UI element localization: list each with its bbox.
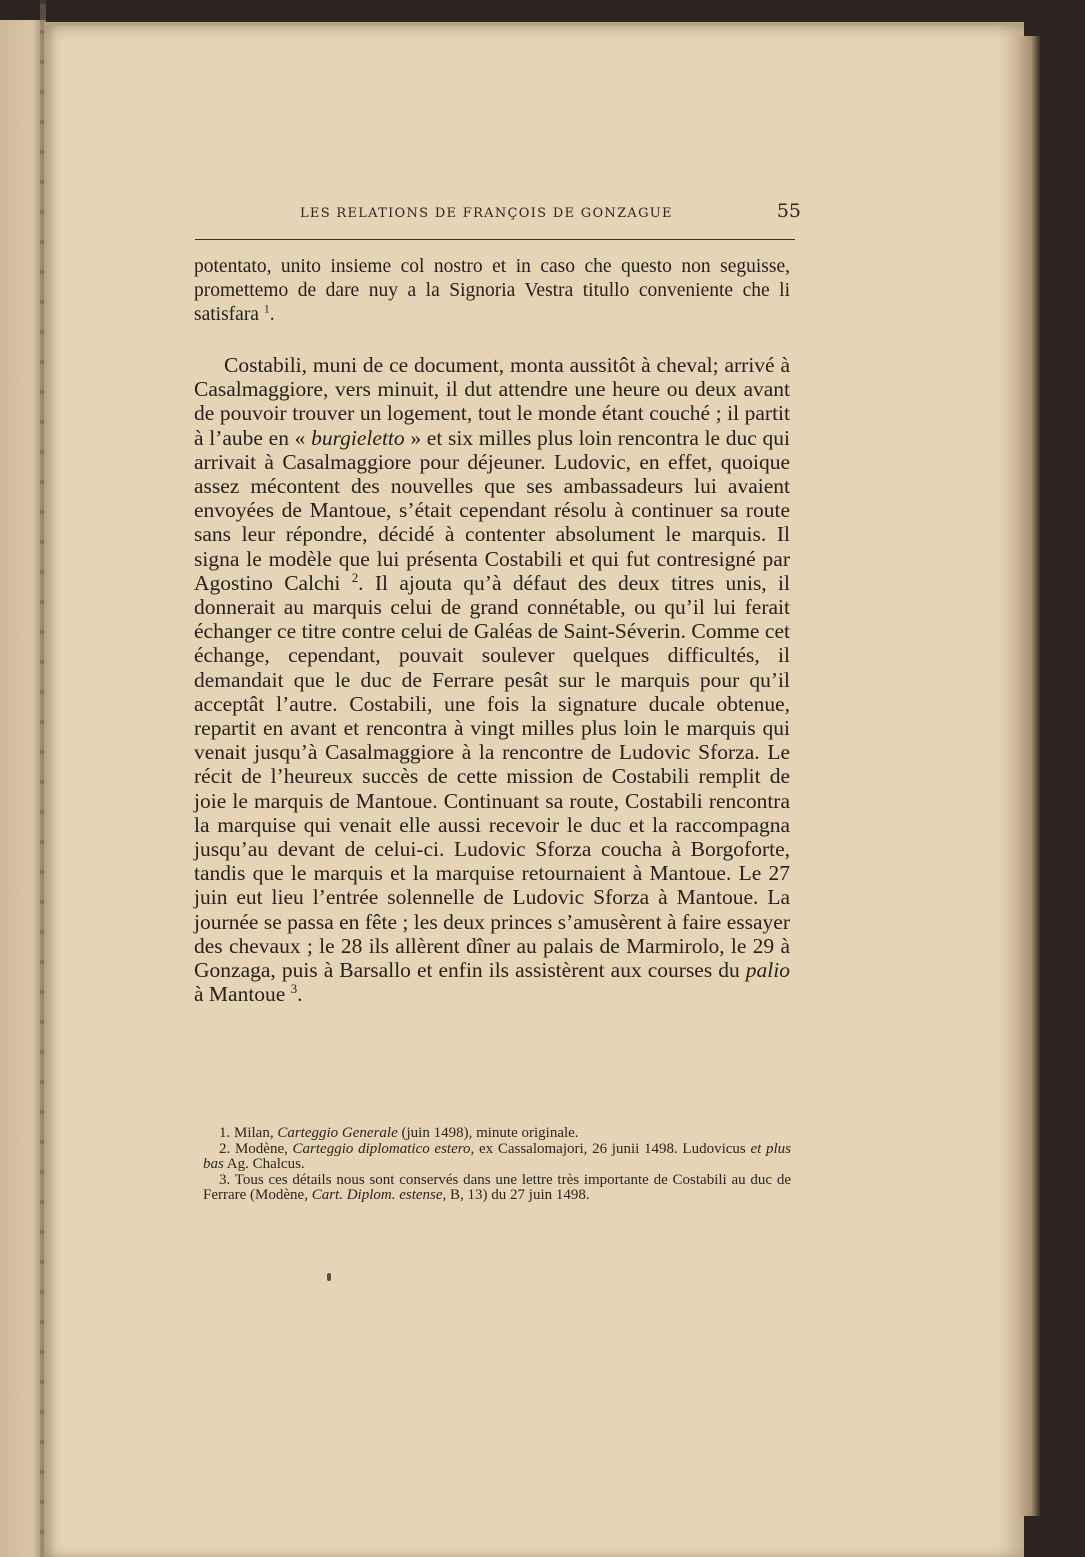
italic-term-palio: palio xyxy=(745,958,790,983)
footnote-ref-1: 1 xyxy=(263,302,270,316)
footnote-2: 2. Modène, Carteggio diplomatico estero, ex Cassalomajori, 26 junii 1498. Ludovicus et plus bas Ag. Chalcus. xyxy=(203,1140,791,1172)
italian-quotation: potentato, unito insieme col nostro et in caso che questo non seguisse, promettemo de dare nuy a la Signoria Vestra titullo conveniente che li satisfara $^1$. xyxy=(194,256,790,325)
running-head xyxy=(195,198,801,242)
page-stack-edge xyxy=(1018,36,1040,1516)
running-title: LES RELATIONS DE FRANÇOIS DE GONZAGUE xyxy=(300,206,673,221)
main-paragraph: Costabili, muni de ce document, monta aussitôt à cheval; arrivé à Casalmaggiore, vers minuit, il dut attendre une heure ou deux avant de pouvoir trouver un logement, tout le monde étant couché ; il partit à l’aube en « burgieletto » et six milles plus loin rencontra le duc qui arrivait à Casalmaggiore pour déjeuner. Ludovic, en effet, quoique assez mécontent des nouvelles que ses ambassadeurs lui avaient envoyées de Mantoue, s’était cependant résolu à continuer sa route sans leur répondre, décidé à contenter absolument le marquis. Il signa le modèle que lui présenta Costabili et qui fut contresigné par Agostino Calchi $^2$. Il ajouta qu’à défaut des deux titres unis, il donnerait au marquis celui de grand connétable, ou qu’il lui ferait échanger ce titre contre celui de Galéas de Saint-Séverin. Comme cet échange, cependant, pouvait soulever quelques difficultés, il demandait que le duc de Ferrare pesât sur le marquis pour qu’il acceptât l’autre. Costabili, une fois la signature ducale obtenue, repartit en avant et rencontra à vingt milles plus loin le marquis qui venait jusqu’à Casalmaggiore à la rencontre de Ludovic Sforza. Le récit de l’heureux succès de cette mission de Costabili remplit de joie le marquis de Mantoue. Continuant sa route, Costabili rencontra la marquise qui venait elle aussi recevoir le duc et la raccompagna jusqu’au devant de celui-ci. Ludovic Sforza coucha à Borgoforte, tandis que le marquis et la marquise retournaient à Mantoue. Le 27 juin eut lieu l’entrée solennelle de Ludovic Sforza à Mantoue. La journée se passa en fête ; les deux princes s’amusèrent à faire essayer des chevaux ; le 28 ils allèrent dîner au palais de Marmirolo, le 29 à Gonzaga, puis à Barsallo et enfin ils assistèrent aux courses du palio à Mantoue $^3$. xyxy=(194,353,790,1007)
footnote-3: 3. Tous ces détails nous sont conservés dans une lettre très importante de Costabili au duc de Ferrare (Modène, Cart. Diplom. estense, B, 13) du 27 juin 1498. xyxy=(203,1171,791,1203)
header-rule xyxy=(195,239,795,240)
italic-term-burgieletto: burgieletto xyxy=(311,425,405,450)
footnote-ref-3: 3 xyxy=(290,982,298,997)
body-text xyxy=(194,255,790,1006)
footnote-1: 1. Milan, Carteggio Generale (juin 1498), minute originale. xyxy=(219,1125,579,1141)
footnotes xyxy=(203,1126,791,1204)
ink-speck xyxy=(327,1273,331,1281)
page-number: 55 xyxy=(776,200,801,222)
footnote-ref-2: 2 xyxy=(351,570,359,585)
